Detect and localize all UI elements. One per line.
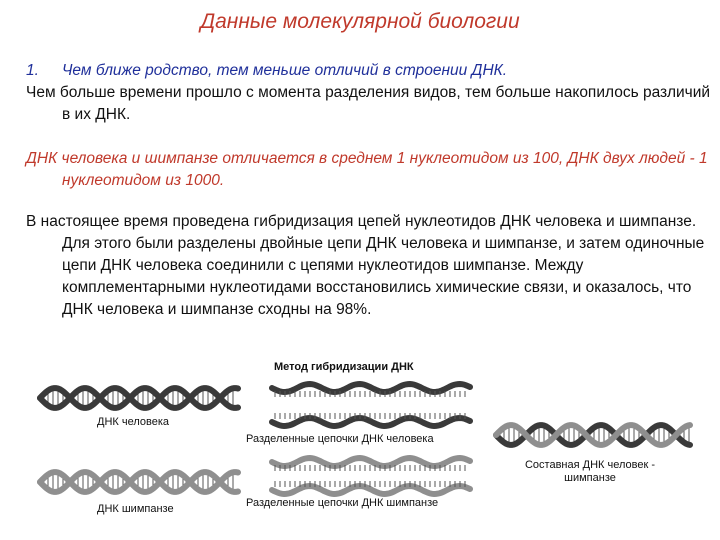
method-title: Метод гибридизации ДНК: [274, 361, 414, 373]
human-separated-lower-strand: [272, 418, 470, 426]
slide-title: Данные молекулярной биологии: [200, 10, 520, 33]
item-1-number: 1.: [26, 62, 39, 79]
item-1-text: Чем ближе родство, тем меньше отличий в строении ДНК.: [62, 62, 508, 79]
chimp-dna-label: ДНК шимпанзе: [97, 503, 174, 515]
chimp-separated-lower-strand: [272, 486, 470, 494]
paragraph-hybridization: В настоящее время проведена гибридизация цепей нуклеотидов ДНК человека и шимпанзе. Для этого были разделены двойные цепи ДНК человека и шимпанзе, и затем одиночные цепи ДНК человека соединили с цепями нуклеотидов шимпанзе. Между комплементарными нуклеотидами восстановились химические связи, и оказалось, что ДНК человека и шимпанзе сходны на 98%.: [26, 213, 705, 318]
item-1: [26, 60, 720, 82]
chimp-separated-upper-strand: [272, 458, 470, 466]
human-separated-upper-strand: [272, 384, 470, 392]
separated-human-label: Разделенные цепочки ДНК человека: [246, 433, 434, 445]
paragraph-nucleotide-difference: ДНК человека и шимпанзе отличается в среднем 1 нуклеотидом из 100, ДНК двух людей - 1 нуклеотидом из 1000.: [26, 150, 708, 189]
paragraph-time-divergence: Чем больше времени прошло с момента разделения видов, тем больше накопилось различий в их ДНК.: [26, 84, 711, 123]
hybrid-label-line2: шимпанзе: [564, 472, 616, 484]
human-dna-label: ДНК человека: [97, 416, 170, 428]
separated-chimp-label: Разделенные цепочки ДНК шимпанзе: [246, 497, 439, 509]
dna-hybridization-diagram: [0, 350, 720, 540]
hybrid-label-line1: Составная ДНК человек -: [524, 459, 656, 471]
